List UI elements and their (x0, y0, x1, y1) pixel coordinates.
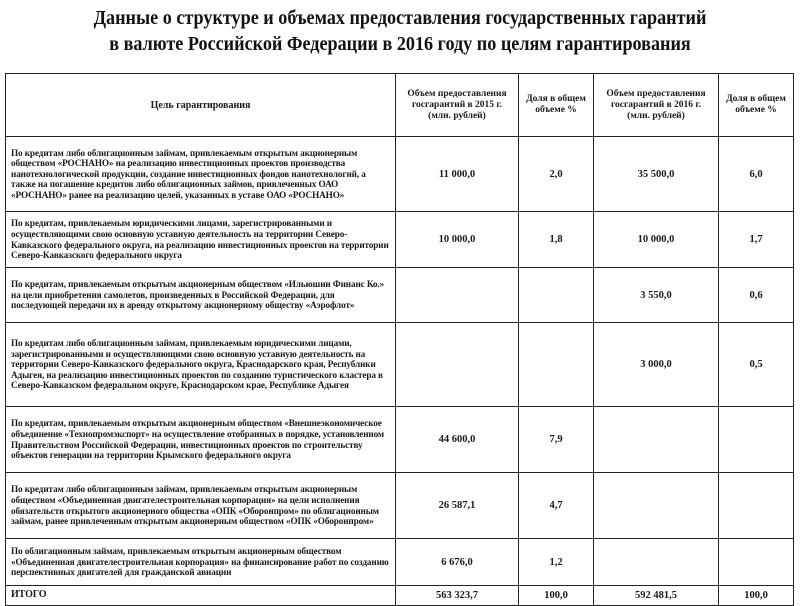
row-volume-2016: 3 550,0 (594, 268, 719, 323)
row-volume-2015: 11 000,0 (396, 137, 519, 212)
row-goal: По кредитам либо облигационным займам, привлекаемым открытым акционерным обществом «РОСНАНО» на реализацию инвестиционных проектов производства нанотехнологической продукции, создание инвестиционных фондов нанотехнологий, а также на погашение кредитов либо облигационных займов, привлеченных ОАО «РОСНАНО» ранее на реализацию целей, указанных в уставе ОАО «РОСНАНО» (6, 137, 396, 212)
table-row (6, 212, 794, 268)
table-row (6, 407, 794, 473)
title-line-1: Данные о структуре и объемах предоставления государственных гарантий (93, 8, 707, 29)
row-volume-2016 (594, 473, 719, 539)
row-volume-2016 (594, 539, 719, 586)
row-volume-2015: 26 587,1 (396, 473, 519, 539)
row-share-2016 (719, 407, 794, 473)
row-share-2015 (519, 323, 594, 407)
row-share-2016 (719, 473, 794, 539)
row-goal: По кредитам, привлекаемым открытым акционерным обществом «Ильюшин Финанс Ко.» на цели приобретения самолетов, произведенных в Российской Федерации, для последующей передачи их в аренду открытому акционерному обществу «Аэрофлот» (6, 268, 396, 323)
total-volume-2016: 592 481,5 (594, 586, 719, 606)
total-volume-2015: 563 323,7 (396, 586, 519, 606)
row-share-2016: 6,0 (719, 137, 794, 212)
row-share-2015: 2,0 (519, 137, 594, 212)
row-goal: По облигационным займам, привлекаемым открытым акционерным обществом «Объединенная двигателестроительная корпорация» на финансирование работ по созданию перспективных двигателей для гражданской авиации (6, 539, 396, 586)
total-share-2016: 100,0 (719, 586, 794, 606)
total-share-2015: 100,0 (519, 586, 594, 606)
row-share-2015: 7,9 (519, 407, 594, 473)
row-share-2015 (519, 268, 594, 323)
row-volume-2016: 35 500,0 (594, 137, 719, 212)
table-row (6, 539, 794, 586)
page-title (28, 6, 772, 58)
row-share-2015: 4,7 (519, 473, 594, 539)
title-line-2: в валюте Российской Федерации в 2016 году по целям гарантирования (109, 34, 691, 55)
header-share-2015: Доля в общем объеме % (519, 74, 594, 137)
row-goal: По кредитам либо облигационным займам, привлекаемым открытым акционерным обществом «Объединенная двигателестроительная корпорация» на цели исполнения обязательств открытого акционерного общества «ОПК «Оборонпром» по облигационным займам, ранее привлеченным открытым акционерным обществом «ОПК «Оборонпром» (6, 473, 396, 539)
row-goal: По кредитам либо облигационным займам, привлекаемым юридическими лицами, зарегистрированными и осуществляющими свою основную уставную деятельность на территории Северо-Кавказского федерального округа, Краснодарского края, Республики Адыгея, на реализацию инвестиционных проектов по созданию туристического кластера в Северо-Кавказском федеральном округе, Краснодарском крае, Республике Адыгея (6, 323, 396, 407)
table-header-row (6, 74, 794, 137)
row-volume-2015: 10 000,0 (396, 212, 519, 268)
table-row (6, 137, 794, 212)
row-goal: По кредитам, привлекаемым открытым акционерным обществом «Внешнеэкономическое объединение «Технопромэкспорт» на осуществление отобранных в порядке, установленном Правительством Российской Федерации, инвестиционных проектов по строительству объектов генерации на территории Крымского федерального округа (6, 407, 396, 473)
row-share-2016: 1,7 (719, 212, 794, 268)
row-volume-2015: 44 600,0 (396, 407, 519, 473)
table-row (6, 473, 794, 539)
total-label: ИТОГО (6, 586, 396, 606)
row-volume-2015 (396, 323, 519, 407)
header-goal: Цель гарантирования (6, 74, 396, 137)
header-volume-2016: Объем предоставления госгарантий в 2016 г. (млн. рублей) (594, 74, 719, 137)
row-share-2015: 1,2 (519, 539, 594, 586)
table-total-row (6, 586, 794, 606)
guarantees-table (5, 73, 794, 606)
row-share-2016: 0,6 (719, 268, 794, 323)
row-goal: По кредитам, привлекаемым юридическими лицами, зарегистрированными и осуществляющими свою основную уставную деятельность на территории Северо-Кавказского федерального округа, на реализацию инвестиционных проектов на территории Северо-Кавказского федерального округа (6, 212, 396, 268)
row-volume-2016 (594, 407, 719, 473)
row-share-2015: 1,8 (519, 212, 594, 268)
header-share-2016: Доля в общем объеме % (719, 74, 794, 137)
row-volume-2015 (396, 268, 519, 323)
row-volume-2016: 3 000,0 (594, 323, 719, 407)
row-volume-2016: 10 000,0 (594, 212, 719, 268)
row-share-2016: 0,5 (719, 323, 794, 407)
header-volume-2015: Объем предоставления госгарантий в 2015 г. (млн. рублей) (396, 74, 519, 137)
row-volume-2015: 6 676,0 (396, 539, 519, 586)
row-share-2016 (719, 539, 794, 586)
table-row (6, 323, 794, 407)
table-row (6, 268, 794, 323)
